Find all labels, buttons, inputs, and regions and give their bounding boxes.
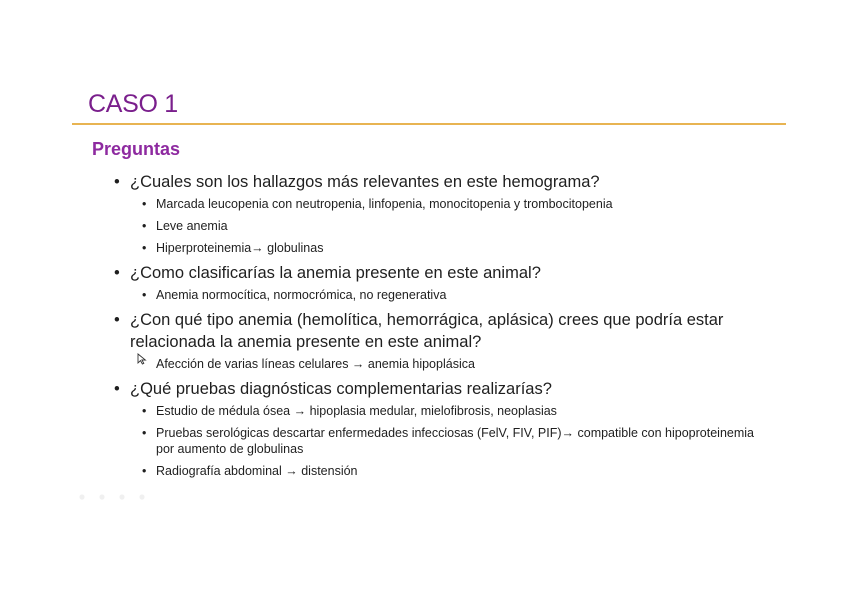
question-item	[114, 262, 774, 284]
bullet-icon: •	[114, 264, 120, 282]
bullet-icon: •	[114, 380, 120, 398]
faint-dots-decoration	[76, 494, 156, 500]
question-text: ¿Cuales son los hallazgos más relevantes en este hemograma?	[130, 173, 600, 191]
answer-item	[142, 425, 774, 457]
bullet-icon: •	[114, 173, 120, 191]
bullet-icon: •	[142, 464, 147, 478]
answer-text: Afección de varias líneas celulares → anemia hipoplásica	[156, 357, 475, 371]
answer-text: Hiperproteinemia→ globulinas	[156, 241, 324, 255]
bullet-icon: •	[142, 219, 147, 233]
answer-list	[142, 403, 774, 479]
answer-list	[142, 287, 774, 303]
answer-item	[142, 356, 774, 372]
answer-text: Leve anemia	[156, 219, 228, 233]
answer-text: Estudio de médula ósea → hipoplasia medular, mielofibrosis, neoplasias	[156, 404, 557, 418]
answer-item	[142, 240, 774, 256]
question-item	[114, 171, 774, 193]
question-list	[114, 168, 774, 485]
title-divider	[72, 123, 786, 125]
slide-title: CASO 1	[88, 90, 178, 118]
answer-list	[142, 356, 774, 372]
answer-text: Anemia normocítica, normocrómica, no regenerativa	[156, 288, 447, 302]
answer-item	[142, 463, 774, 479]
question-text: ¿Qué pruebas diagnósticas complementarias realizarías?	[130, 380, 552, 398]
answer-text: Radiografía abdominal → distensión	[156, 464, 358, 478]
question-text: ¿Con qué tipo anemia (hemolítica, hemorrágica, aplásica) crees que podría estar relacionada la anemia presente en este animal?	[130, 311, 724, 351]
bullet-icon: •	[142, 404, 147, 418]
answer-list	[142, 196, 774, 256]
question-item	[114, 378, 774, 400]
section-heading: Preguntas	[92, 139, 181, 159]
answer-text: Pruebas serológicas descartar enfermedades infecciosas (FelV, FIV, PIF)→ compatible con hipoproteinemia por aumento de globulinas	[156, 426, 754, 456]
question-item	[114, 309, 774, 353]
answer-text: Marcada leucopenia con neutropenia, linfopenia, monocitopenia y trombocitopenia	[156, 197, 613, 211]
bullet-icon: •	[114, 311, 120, 329]
bullet-icon: •	[142, 288, 147, 302]
question-text: ¿Como clasificarías la anemia presente en este animal?	[130, 264, 541, 282]
bullet-icon: •	[142, 426, 147, 440]
answer-item	[142, 196, 774, 212]
answer-item	[142, 403, 774, 419]
mouse-pointer-icon	[137, 353, 147, 365]
bullet-icon: •	[142, 241, 147, 255]
bullet-icon: •	[142, 197, 147, 211]
answer-item	[142, 287, 774, 303]
answer-item	[142, 218, 774, 234]
